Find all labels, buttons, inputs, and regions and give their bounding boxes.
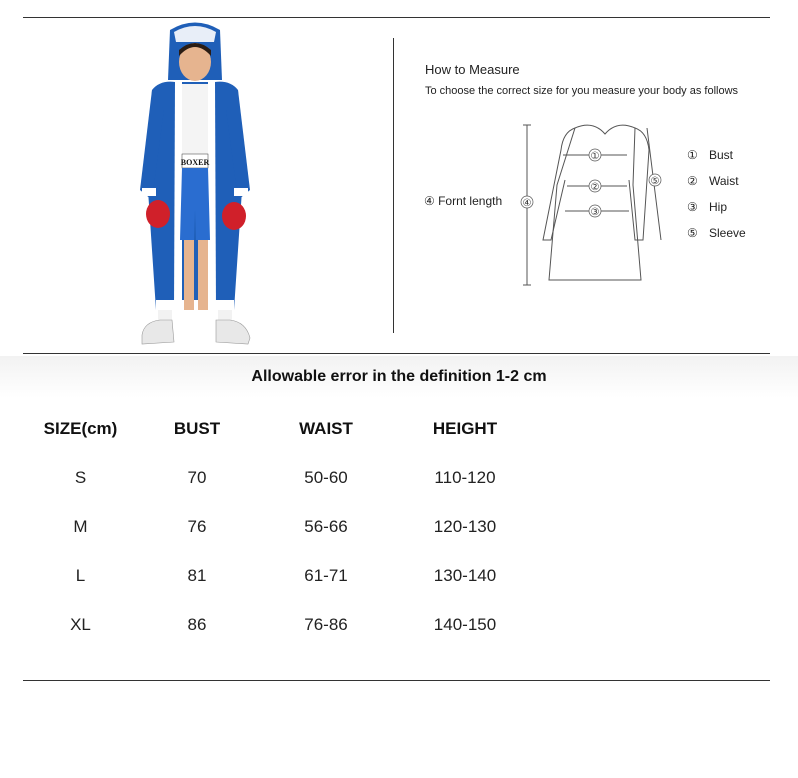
legend-num: ② xyxy=(687,174,698,188)
diagram-mark-1: ① xyxy=(590,151,600,162)
legend-label: Hip xyxy=(709,200,728,214)
how-to-measure-subtitle: To choose the correct size for you measure your body as follows xyxy=(425,85,739,97)
allowable-error-caption: Allowable error in the definition 1-2 cm xyxy=(251,368,547,385)
legend-label: Waist xyxy=(709,174,739,188)
header-size: SIZE(cm) xyxy=(43,418,118,438)
top-divider xyxy=(23,17,770,18)
product-photo xyxy=(130,20,260,350)
header-bust: BUST xyxy=(173,418,221,438)
legend-waist xyxy=(687,174,739,188)
cell-waist: 56-66 xyxy=(304,516,348,536)
cell-bust: 81 xyxy=(187,565,207,585)
cell-height: 130-140 xyxy=(433,565,497,585)
table-row xyxy=(24,600,535,649)
cell-height: 120-130 xyxy=(433,516,497,536)
cell-height: 140-150 xyxy=(433,614,497,634)
vertical-divider xyxy=(393,38,394,333)
diagram-mark-3: ③ xyxy=(590,207,600,218)
legend-label: Sleeve xyxy=(709,226,746,240)
table-row xyxy=(24,453,535,502)
belt-text: BOXER xyxy=(180,158,210,167)
cell-bust: 86 xyxy=(187,614,207,634)
legend-num: ⑤ xyxy=(687,226,698,240)
cell-waist: 61-71 xyxy=(304,565,348,585)
table-row xyxy=(24,502,535,551)
diagram-mark-4: ④ xyxy=(522,198,532,209)
cell-size: M xyxy=(73,516,88,536)
cell-size: L xyxy=(75,565,86,585)
front-length-label: ④ Fornt length xyxy=(424,194,503,208)
legend-hip xyxy=(687,200,727,214)
cell-bust: 76 xyxy=(187,516,207,536)
header-height: HEIGHT xyxy=(432,418,498,438)
table-header-row xyxy=(24,404,535,453)
legend-bust xyxy=(687,148,733,162)
size-table xyxy=(24,404,535,649)
table-row xyxy=(24,551,535,600)
cell-waist: 50-60 xyxy=(304,467,348,487)
diagram-mark-5: ⑤ xyxy=(650,176,660,187)
cell-size: S xyxy=(74,467,87,487)
legend-num: ① xyxy=(687,148,698,162)
header-waist: WAIST xyxy=(299,418,353,438)
cell-size: XL xyxy=(70,614,91,634)
legend-num: ③ xyxy=(687,200,698,214)
cell-bust: 70 xyxy=(187,467,207,487)
middle-divider xyxy=(23,353,770,354)
diagram-mark-2: ② xyxy=(590,182,600,193)
cell-height: 110-120 xyxy=(434,467,496,487)
legend-label: Bust xyxy=(709,148,734,162)
legend-sleeve xyxy=(687,226,746,240)
how-to-measure-title: How to Measure xyxy=(425,62,520,77)
bottom-divider xyxy=(23,680,770,681)
cell-waist: 76-86 xyxy=(304,614,348,634)
